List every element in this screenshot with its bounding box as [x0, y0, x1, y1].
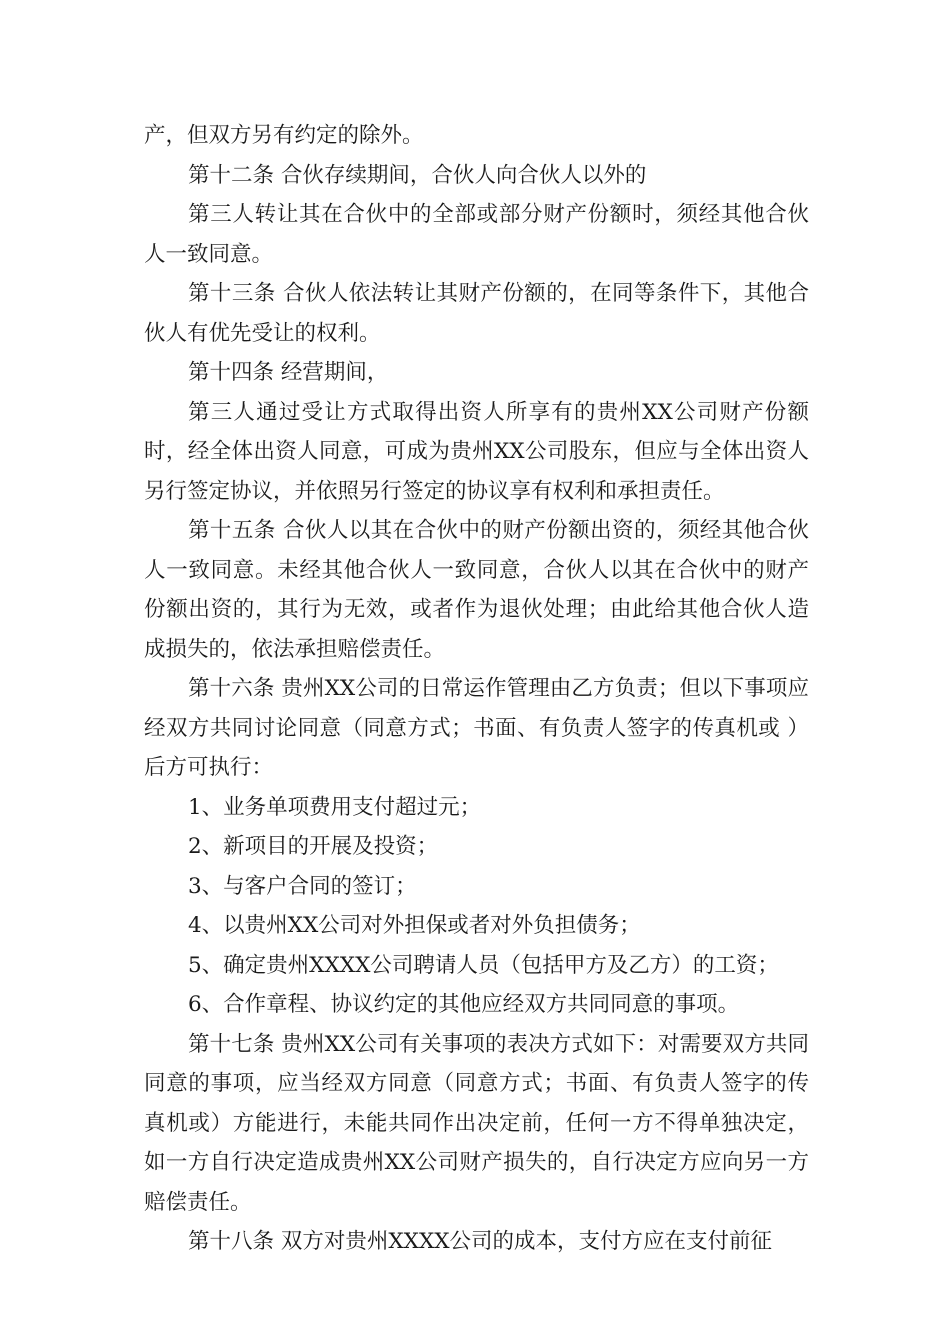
list-item-1: 1、业务单项费用支付超过元；: [188, 794, 482, 820]
paragraph-article-16: 第十六条 贵州XX公司的日常运作管理由乙方负责；但以下事项应经双方共同讨论同意（同意方式；书面、有负责人签字的传真机或 ）后方可执行：: [144, 676, 809, 780]
list-item-2: 2、新项目的开展及投资；: [188, 834, 439, 859]
list-item-6: 6、合作章程、协议约定的其他应经双方共同同意的事项。: [188, 992, 740, 1017]
paragraph-continuation: 产，但双方另有约定的除外。: [144, 123, 424, 148]
list-item-4: 4、以贵州XX公司对外担保或者对外负担债务；: [188, 913, 641, 938]
paragraph-article-13: 第十三条 合伙人依法转让其财产份额的，在同等条件下，其他合伙人有优先受让的权利。: [144, 281, 809, 346]
paragraph-article-17: 第十七条 贵州XX公司有关事项的表决方式如下：对需要双方共同同意的事项，应当经双方同意（同意方式；书面、有负责人签字的传真机或）方能进行，未能共同作出决定前，任何一方不得单独决定，如一方自行决定造成贵州XX公司财产损失的，自行决定方应向另一方赔偿责任。: [144, 1031, 809, 1215]
paragraph-article-18: 第十八条 双方对贵州XXXX公司的成本，支付方应在支付前征: [188, 1229, 773, 1254]
paragraph-article-14-cont: 第三人通过受让方式取得出资人所享有的贵州XX公司财产份额时，经全体出资人同意，可成为贵州XX公司股东，但应与全体出资人另行签定协议，并依照另行签定的协议享有权利和承担责任。: [144, 399, 809, 504]
paragraph-article-12-cont: 第三人转让其在合伙中的全部或部分财产份额时，须经其他合伙人一致同意。: [144, 202, 809, 267]
paragraph-article-14: 第十四条 经营期间，: [188, 360, 389, 385]
paragraph-article-15: 第十五条 合伙人以其在合伙中的财产份额出资的，须经其他合伙人一致同意。未经其他合伙人一致同意，合伙人以其在合伙中的财产份额出资的，其行为无效，或者作为退伙处理；由此给其他合伙人造成损失的，依法承担赔偿责任。: [144, 518, 809, 662]
document-body: [144, 116, 809, 1262]
paragraph-article-12: 第十二条 合伙存续期间，合伙人向合伙人以外的: [188, 162, 647, 188]
list-item-5: 5、确定贵州XXXX公司聘请人员（包括甲方及乙方）的工资；: [188, 952, 779, 978]
list-item-3: 3、与客户合同的签订；: [188, 873, 417, 899]
